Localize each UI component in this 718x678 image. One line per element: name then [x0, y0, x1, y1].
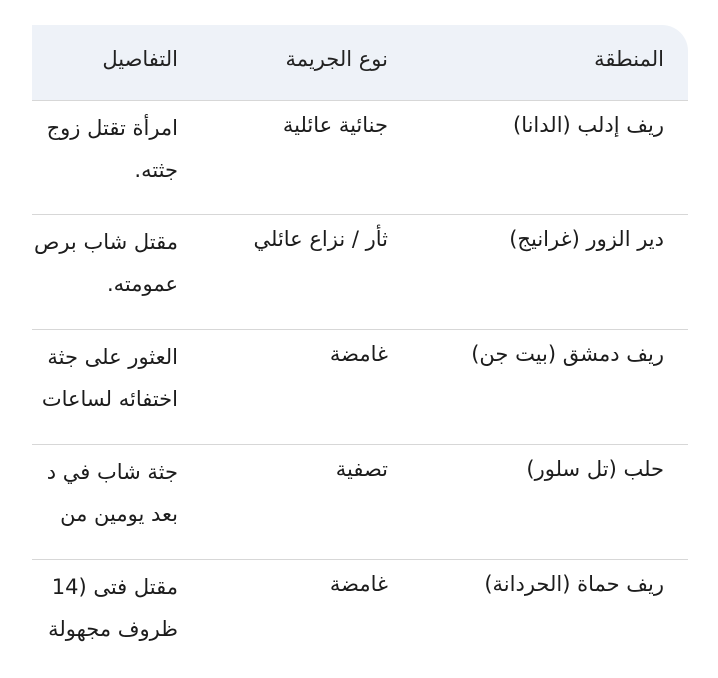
cell-crime-type: تصفية — [335, 457, 388, 481]
details-line: عمومته. — [106, 272, 178, 296]
cell-crime-type: جنائية عائلية — [282, 113, 388, 137]
table-row — [32, 444, 688, 560]
details-line: مقتل شاب برص — [33, 230, 178, 254]
table-header — [32, 25, 688, 100]
details-line: العثور على جثة — [47, 345, 178, 369]
details-line: امرأة تقتل زوج — [46, 116, 178, 140]
crime-table — [32, 25, 688, 678]
details-line: جثة شاب في د — [46, 460, 178, 484]
details-line: اختفائه لساعات — [41, 387, 178, 411]
cell-details — [32, 336, 178, 420]
cell-crime-type: ثأر / نزاع عائلي — [253, 227, 388, 251]
cell-details — [32, 221, 178, 305]
header-region: المنطقة — [594, 47, 664, 71]
details-line: ظروف مجهولة — [48, 617, 178, 641]
cell-region: ريف إدلب (الدانا) — [513, 113, 664, 137]
table-row — [32, 100, 688, 216]
cell-crime-type: غامضة — [329, 342, 388, 366]
header-details: التفاصيل — [102, 47, 178, 71]
cell-region: دير الزور (غرانيج) — [509, 227, 664, 251]
table-row — [32, 329, 688, 445]
cell-region: ريف دمشق (بيت جن) — [471, 342, 664, 366]
details-line: بعد يومين من — [60, 502, 178, 526]
cell-details — [32, 107, 178, 191]
details-line: مقتل فتى (14 — [51, 575, 178, 599]
cell-region: حلب (تل سلور) — [526, 457, 664, 481]
header-crime-type: نوع الجريمة — [285, 47, 388, 71]
details-line: جثته. — [134, 158, 178, 182]
table-row — [32, 214, 688, 330]
cell-details — [32, 451, 178, 535]
table-row — [32, 559, 688, 675]
cell-crime-type: غامضة — [329, 572, 388, 596]
cell-details — [32, 566, 178, 650]
cell-region: ريف حماة (الحردانة) — [484, 572, 664, 596]
